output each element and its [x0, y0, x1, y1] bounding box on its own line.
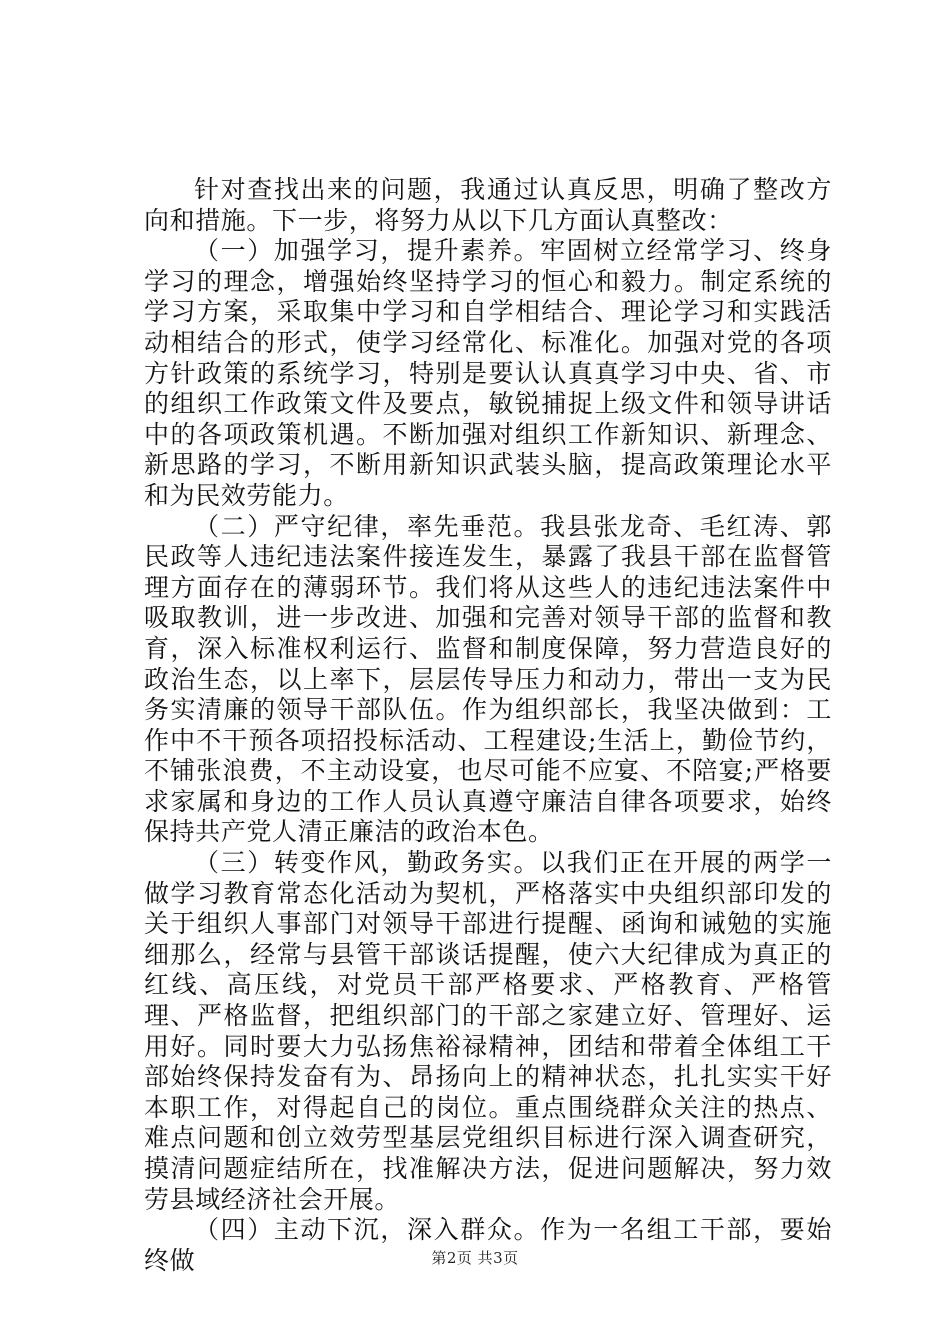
- paragraph-intro: 针对查找出来的问题，我通过认真反思，明确了整改方向和措施。下一步，将努力从以下几方面认真整改：: [144, 175, 832, 235]
- document-body: [144, 175, 832, 1276]
- paragraph-section-2: （二）严守纪律，率先垂范。我县张龙奇、毛红涛、郭民政等人违纪违法案件接连发生，暴露了我县干部在监督管理方面存在的薄弱环节。我们将从这些人的违纪违法案件中吸取教训，进一步改进、加强和完善对领导干部的监督和教育，深入标准权利运行、监督和制度保障，努力营造良好的政治生态，以上率下，层层传导压力和动力，带出一支为民务实清廉的领导干部队伍。作为组织部长，我坚决做到：工作中不干预各项招投标活动、工程建设;生活上，勤俭节约，不铺张浪费，不主动设宴，也尽可能不应宴、不陪宴;严格要求家属和身边的工作人员认真遵守廉洁自律各项要求，始终保持共产党人清正廉洁的政治本色。: [144, 511, 832, 847]
- paragraph-section-4: （四）主动下沉，深入群众。作为一名组工干部，要始终做: [144, 1215, 832, 1275]
- paragraph-section-3: （三）转变作风，勤政务实。以我们正在开展的两学一做学习教育常态化活动为契机，严格落实中央组织部印发的关于组织人事部门对领导干部进行提醒、函询和诫勉的实施细那么，经常与县管干部谈话提醒，使六大纪律成为真正的红线、高压线，对党员干部严格要求、严格教育、严格管理、严格监督，把组织部门的干部之家建立好、管理好、运用好。同时要大力弘扬焦裕禄精神，团结和带着全体组工干部始终保持发奋有为、昂扬向上的精神状态，扎扎实实干好本职工作，对得起自己的岗位。重点围绕群众关注的热点、难点问题和创立效劳型基层党组织目标进行深入调查研究，摸清问题症结所在，找准解决方法，促进问题解决，努力效劳县域经济社会开展。: [144, 848, 832, 1214]
- paragraph-section-1: （一）加强学习，提升素养。牢固树立经常学习、终身学习的理念，增强始终坚持学习的恒心和毅力。制定系统的学习方案，采取集中学习和自学相结合、理论学习和实践活动相结合的形式，使学习经常化、标准化。加强对党的各项方针政策的系统学习，特别是要认认真真学习中央、省、市的组织工作政策文件及要点，敏锐捕捉上级文件和领导讲话中的各项政策机遇。不断加强对组织工作新知识、新理念、新思路的学习，不断用新知识武装头脑，提高政策理论水平和为民效劳能力。: [144, 236, 832, 510]
- page-number-footer: 第2页 共3页: [431, 1249, 519, 1267]
